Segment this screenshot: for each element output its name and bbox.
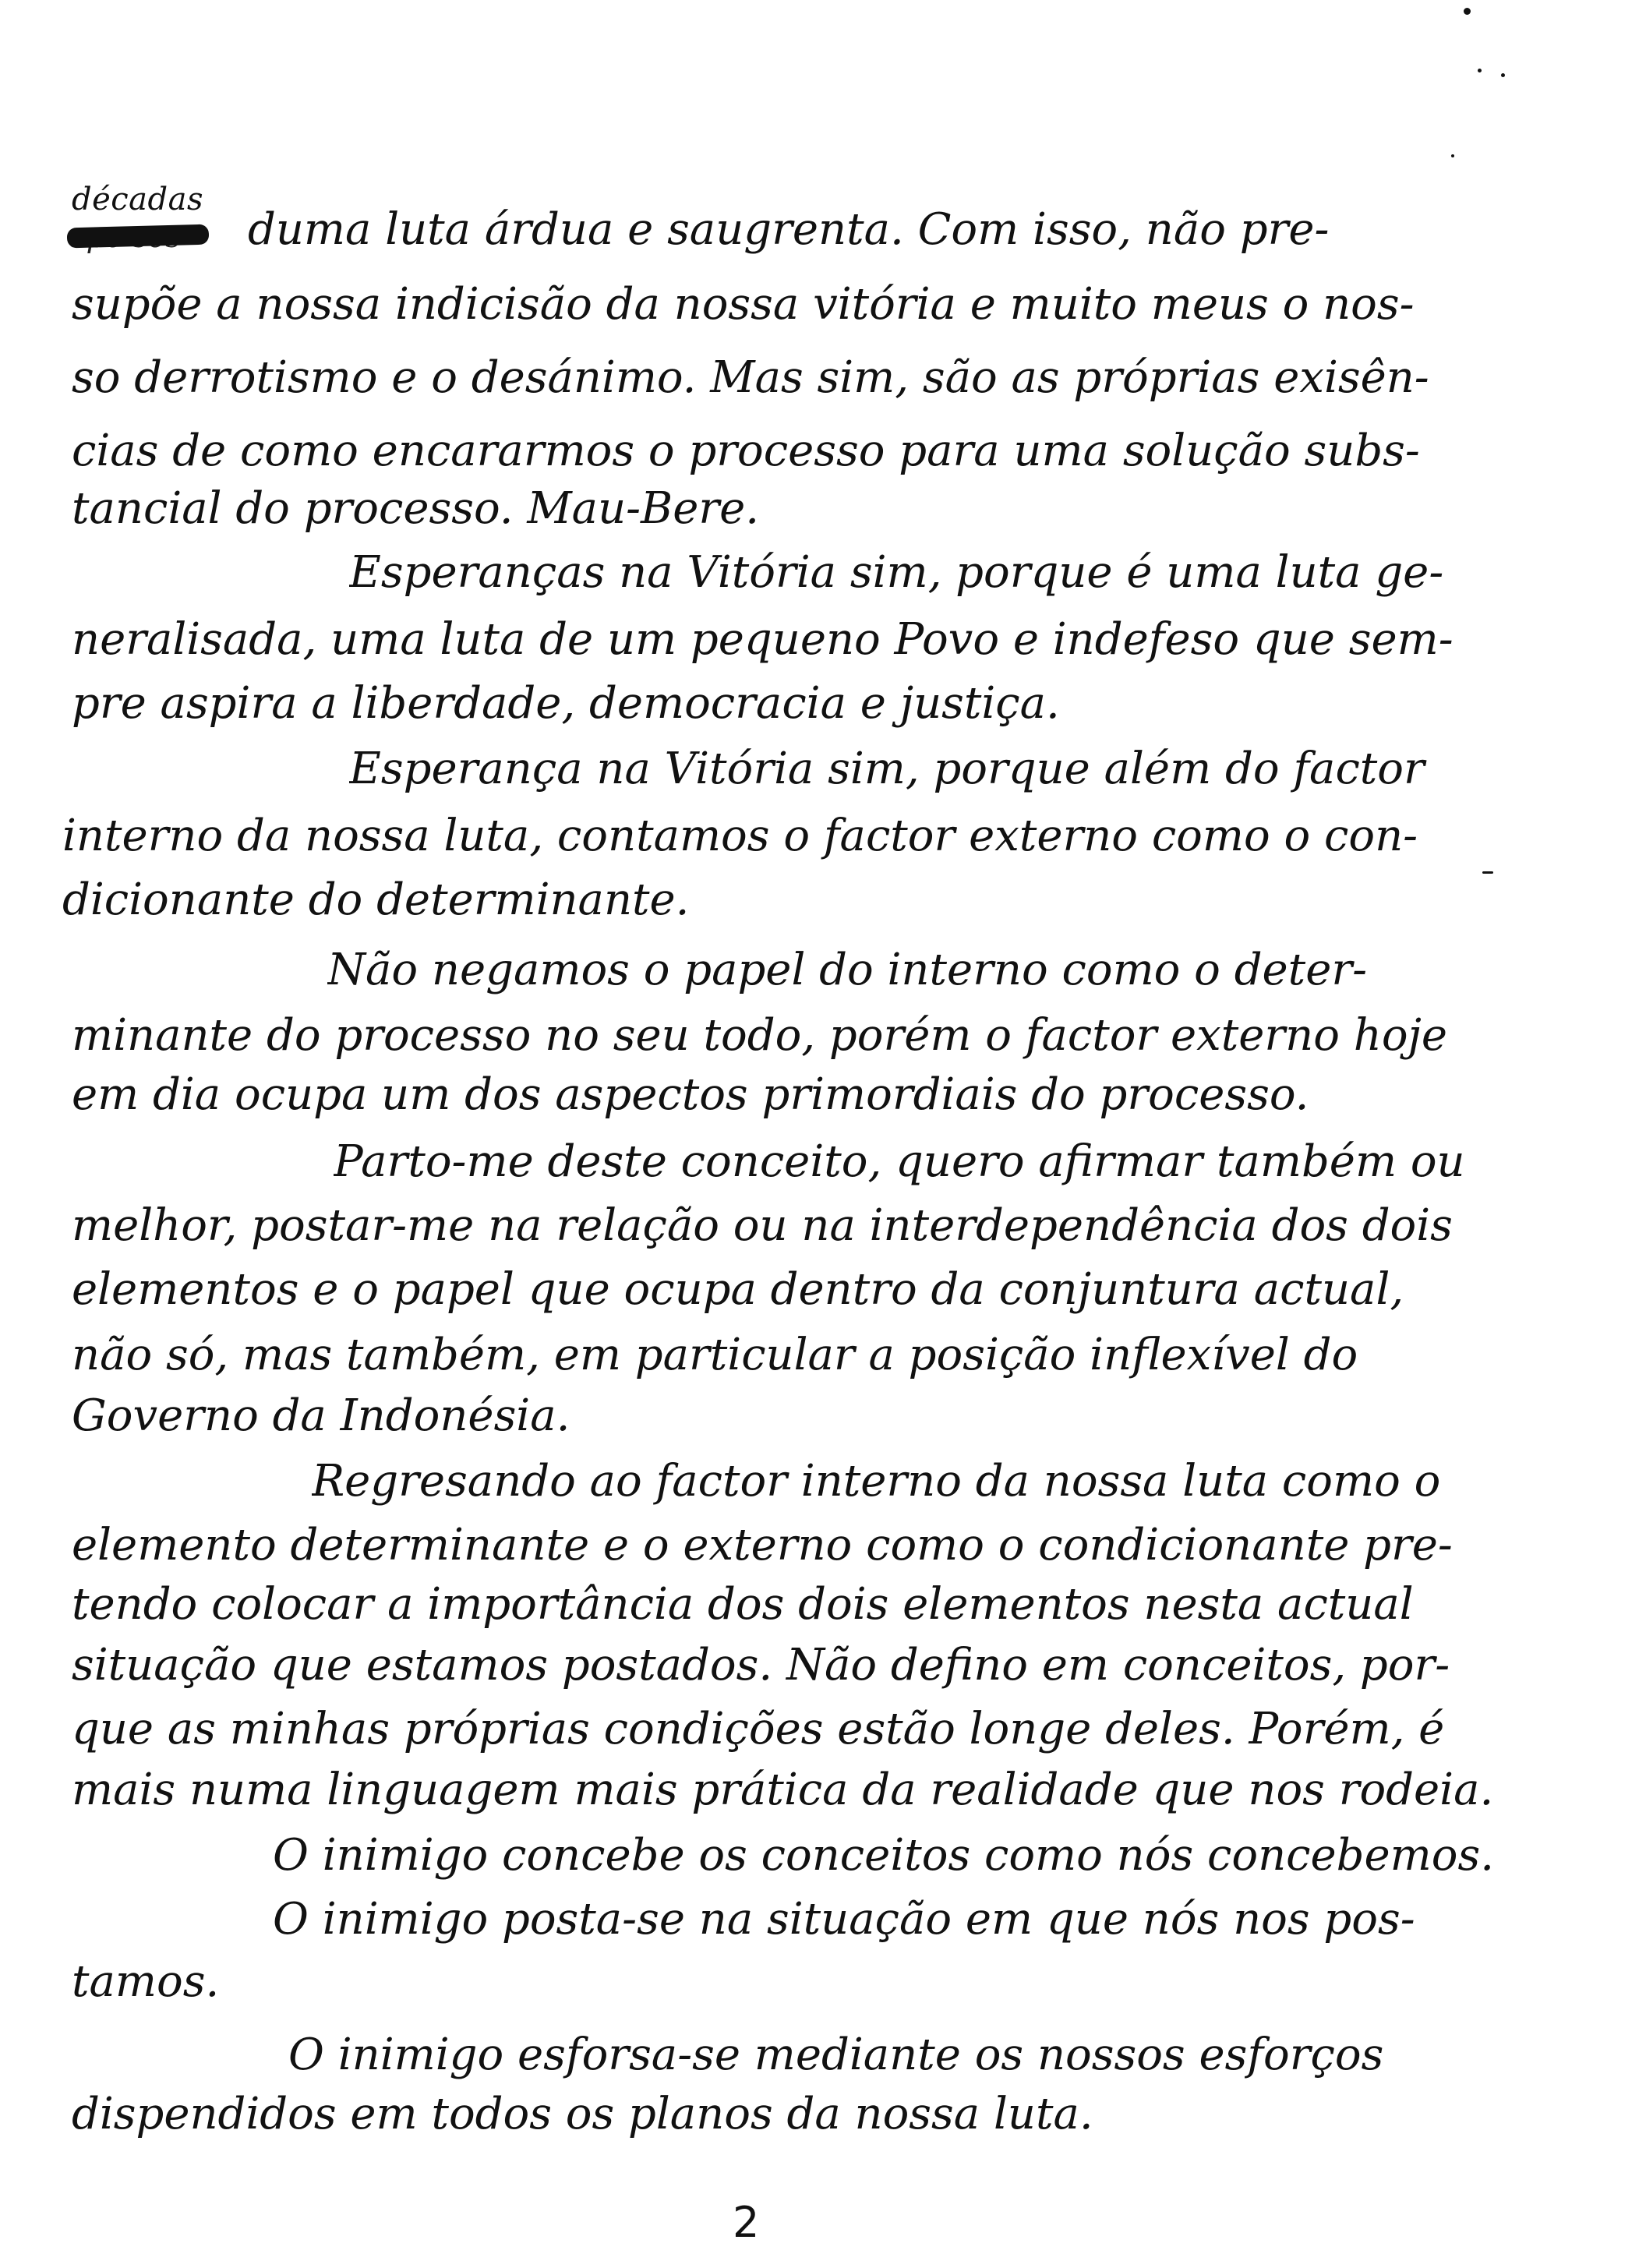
text-line-20: Regresando ao factor interno da nossa luta como o [312,1456,1441,1507]
struck-out-word [69,220,207,251]
text-line-17: elementos e o papel que ocupa dentro da conjuntura actual, [72,1264,1404,1315]
speck [1478,69,1482,72]
text-line-1: duma luta árdua e saugrenta. Com isso, não pre- [248,204,1330,255]
speck [1482,871,1493,874]
speck [1464,8,1471,15]
text-line-28: tamos. [72,1956,220,2007]
text-line-8: pre aspira a liberdade, democracia e justiça. [72,678,1060,729]
text-line-14: em dia ocupa um dos aspectos primordiais do processo. [72,1069,1309,1120]
text-line-13: minante do processo no seu todo, porém o factor externo hoje [72,1010,1448,1061]
text-line-10: interno da nossa luta, contamos o factor externo como o con- [62,811,1418,861]
text-line-22: tendo colocar a importância dos dois elementos nesta actual [72,1579,1414,1630]
text-line-19: Governo da Indonésia. [72,1390,570,1441]
strike-through-mark [67,224,210,249]
text-line-7: neralisada, uma luta de um pequeno Povo e indefeso que sem- [72,614,1453,665]
text-line-26: O inimigo concebe os conceitos como nós concebemos. [273,1830,1494,1881]
page-number: 2 [733,2198,760,2247]
text-line-12: Não negamos o papel do interno como o deter- [327,945,1368,995]
text-line-16: melhor, postar-me na relação ou na interdependência dos dois [72,1200,1453,1251]
text-line-3: so derrotismo e o desánimo. Mas sim, são as próprias exisên- [72,352,1429,403]
text-line-9: Esperança na Vitória sim, porque além do factor [349,744,1425,794]
speck [1501,73,1505,77]
text-line-2: supõe a nossa indicisão da nossa vitória e muito meus o nos- [72,279,1415,330]
text-line-11: dicionante do determinante. [62,874,690,925]
text-line-23: situação que estamos postados. Não defino em conceitos, por- [72,1640,1450,1690]
text-line-24: que as minhas próprias condições estão longe deles. Porém, é [72,1704,1445,1754]
speck [1451,154,1454,157]
text-line-30: dispendidos em todos os planos da nossa luta. [72,2089,1093,2139]
text-line-25: mais numa linguagem mais prática da realidade que nos rodeia. [72,1765,1494,1815]
text-line-6: Esperanças na Vitória sim, porque é uma luta ge- [349,547,1444,598]
text-line-4: cias de como encararmos o processo para uma solução subs- [72,426,1420,476]
text-line-5: tancial do processo. Mau-Bere. [72,483,760,534]
text-line-21: elemento determinante e o externo como o condicionante pre- [72,1520,1453,1570]
text-line-18: não só, mas também, em particular a posição inflexível do [72,1330,1358,1380]
text-line-29: O inimigo esforsa-se mediante os nossos esforços [288,2030,1384,2080]
text-line-15: Parto-me deste conceito, quero afirmar também ou [334,1136,1465,1187]
insertion-word: décadas [72,182,204,217]
text-line-27: O inimigo posta-se na situação em que nós nos pos- [273,1894,1415,1945]
